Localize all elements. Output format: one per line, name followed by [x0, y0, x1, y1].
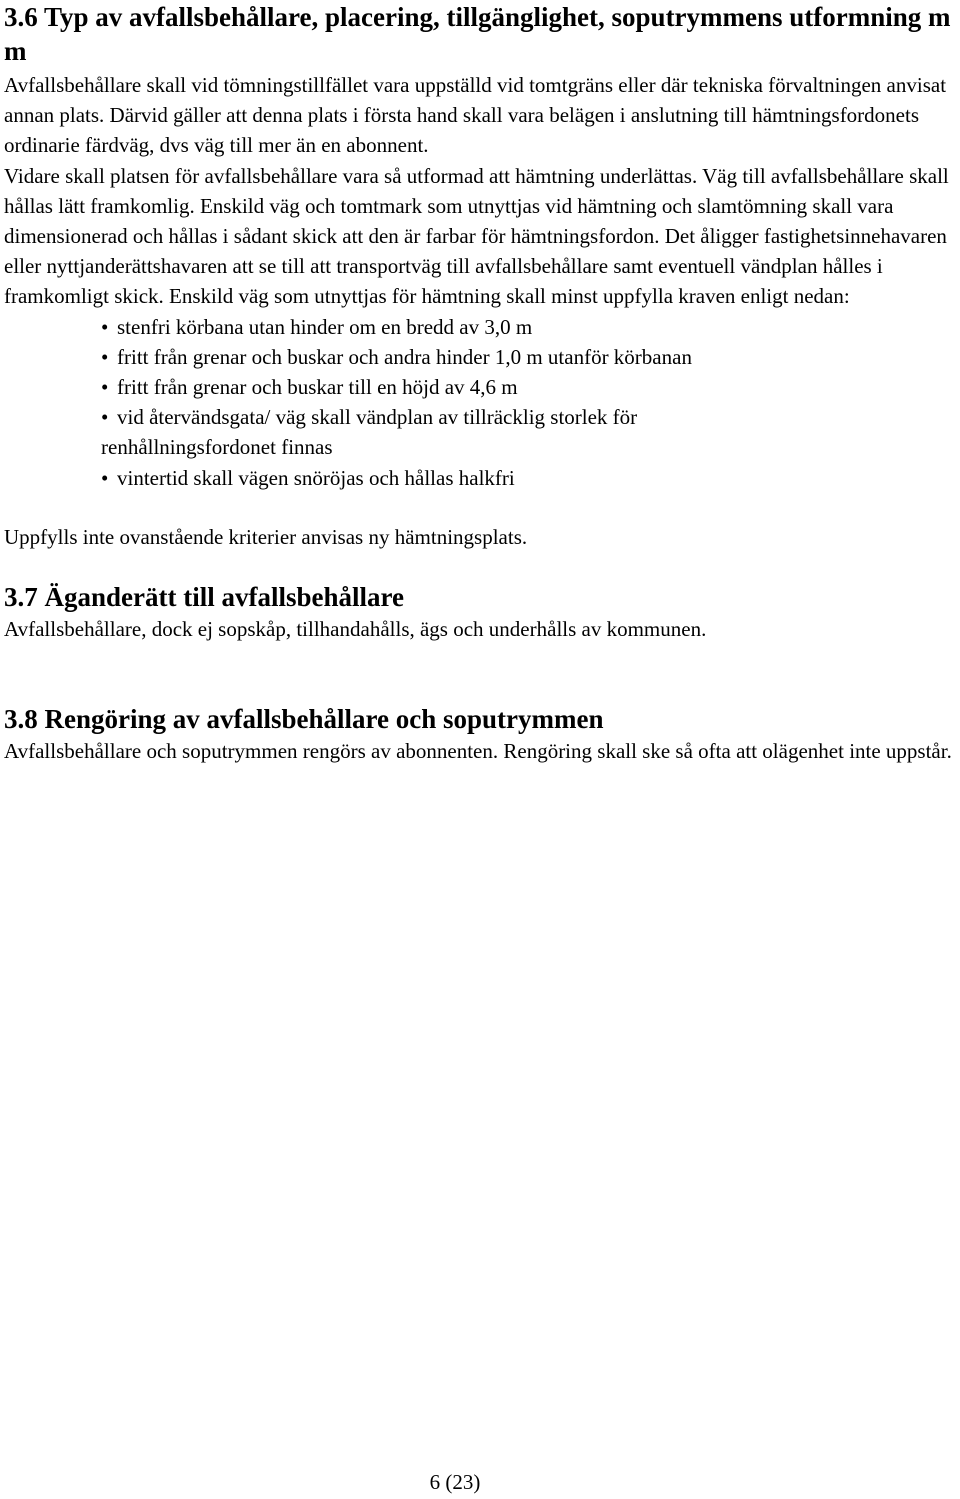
list-item-text-continuation: renhållningsfordonet finnas: [101, 435, 333, 460]
bullet-icon: •: [101, 405, 109, 430]
list-item: [101, 342, 956, 372]
list-item: [101, 402, 956, 462]
list-item: [101, 372, 956, 402]
section-3-6-paragraph: Avfallsbehållare skall vid tömningstillfället vara uppställd vid tomtgräns eller där tekniska förvaltningen anvisat annan plats. Därvid gäller att denna plats i första hand skall vara belägen i anslutning till hämtningsfordonets ordinarie färdväg, dvs väg till mer än en abonnent.: [4, 73, 947, 158]
bullet-icon: •: [101, 465, 109, 490]
list-item: [101, 463, 956, 493]
criteria-text: Uppfylls inte ovanstående kriterier anvisas ny hämtningsplats.: [4, 524, 528, 549]
document-page: [4, 0, 956, 766]
list-item-text: fritt från grenar och buskar och andra hinder 1,0 m utanför körbanan: [117, 344, 692, 369]
section-3-6-heading: 3.6 Typ av avfallsbehållare, placering, tillgänglighet, soputrymmens utformning m m: [4, 2, 951, 66]
requirements-list: [4, 312, 956, 493]
section-3-6-paragraph-2: Vidare skall platsen för avfallsbehållare vara så utformad att hämtning underlättas. Väg till avfallsbehållare skall hållas lätt framkomlig. Enskild väg och tomtmark som utnyttjas vid hämtning och slamtömning skall vara dimensionerad och hållas i sådant skick att den är farbar för hämtningsfordon. Det åligger fastighetsinnehavaren eller nyttjanderättshavaren att se till att transportväg till avfallsbehållare samt eventuell vändplan hålles i framkomligt skick. Enskild väg som utnyttjas för hämtning skall minst uppfylla kraven enligt nedan:: [4, 163, 949, 309]
list-item-text: vintertid skall vägen snöröjas och hållas halkfri: [117, 465, 515, 490]
section-3-7-heading: 3.7 Äganderätt till avfallsbehållare: [4, 582, 404, 613]
bullet-icon: •: [101, 314, 109, 339]
list-item: [101, 312, 956, 342]
list-item-text: stenfri körbana utan hinder om en bredd av 3,0 m: [117, 314, 533, 339]
list-item-text: fritt från grenar och buskar till en höjd av 4,6 m: [117, 375, 518, 400]
section-3-8-heading: 3.8 Rengöring av avfallsbehållare och soputrymmen: [4, 704, 604, 735]
list-item-text: vid återvändsgata/ väg skall vändplan av tillräcklig storlek för: [117, 405, 638, 430]
bullet-icon: •: [101, 344, 109, 369]
page-number: 6 (23): [429, 1470, 481, 1494]
section-3-7-paragraph: Avfallsbehållare, dock ej sopskåp, tillhandahålls, ägs och underhålls av kommunen.: [4, 617, 707, 642]
bullet-icon: •: [101, 375, 109, 400]
section-3-8-paragraph: Avfallsbehållare och soputrymmen rengörs av abonnenten. Rengöring skall ske så ofta att olägenhet inte uppstår.: [4, 739, 952, 764]
